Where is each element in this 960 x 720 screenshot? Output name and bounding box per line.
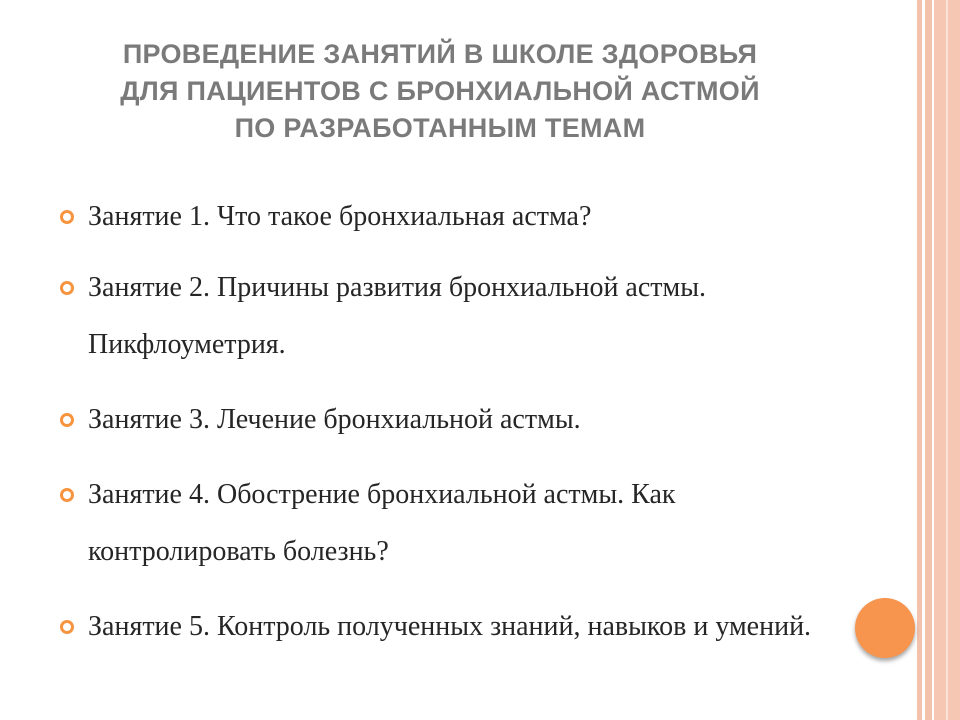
decor-circle [855,598,915,658]
ring-bullet-icon [60,281,74,295]
lesson-list [60,188,820,673]
slide-title [40,36,840,147]
ring-bullet-icon [60,488,74,502]
ring-bullet-icon [60,210,74,224]
list-item-text: Занятие 1. Что такое бронхиальная астма? [88,201,592,232]
list-item [60,598,820,655]
list-item-text: Занятие 5. Контроль полученных знаний, навыков и умений. [88,611,812,642]
ring-bullet-icon [60,620,74,634]
decor-stripe [946,0,948,720]
list-item [60,259,820,373]
ring-bullet-icon [60,413,74,427]
list-item-text: Занятие 2. Причины развития бронхиальной астмы. Пикфлоуметрия. [88,272,707,360]
list-item [60,391,820,448]
slide-title-line: ПО РАЗРАБОТАННЫМ ТЕМАМ [234,113,646,143]
list-item [60,466,820,580]
decor-stripe [925,0,932,720]
list-item-text: Занятие 4. Обострение бронхиальной астмы. Как контролировать болезнь? [88,479,676,567]
decor-stripe [917,0,922,720]
slide-title-line: ПРОВЕДЕНИЕ ЗАНЯТИЙ В ШКОЛЕ ЗДОРОВЬЯ [122,39,758,69]
list-item [60,188,820,245]
list-item-text: Занятие 3. Лечение бронхиальной астмы. [88,404,581,435]
slide-title-line: ДЛЯ ПАЦИЕНТОВ С БРОНХИАЛЬНОЙ АСТМОЙ [120,76,760,106]
